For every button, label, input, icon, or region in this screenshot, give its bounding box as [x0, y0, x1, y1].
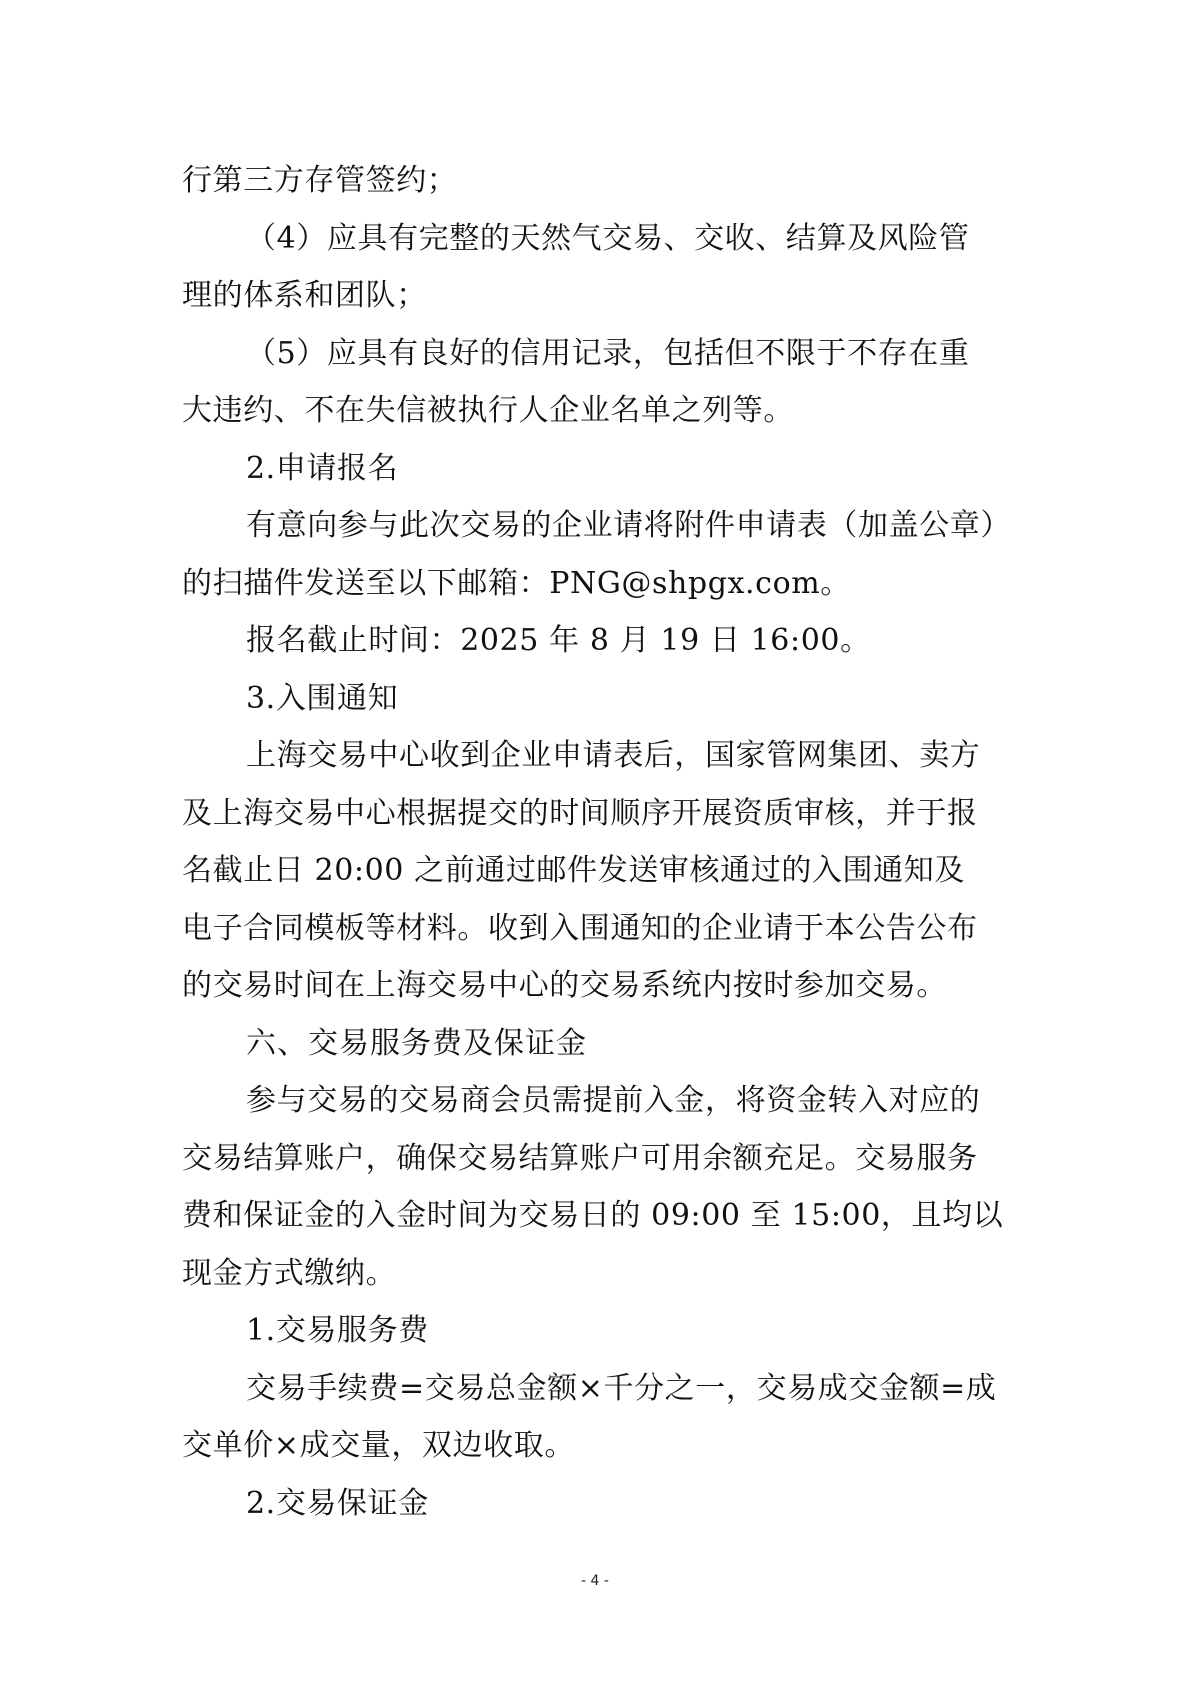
text-line-12: 及上海交易中心根据提交的时间顺序开展资质审核，并于报 — [182, 795, 978, 831]
subheading-application: 2.申请报名 — [246, 450, 399, 486]
text-line-13: 名截止日 20:00 之前通过邮件发送审核通过的入围通知及 — [182, 853, 965, 888]
email-line: 的扫描件发送至以下邮箱：PNG@shpgx.com。 — [182, 565, 851, 601]
text-line-19: 费和保证金的入金时间为交易日的 09:00 至 15:00，且均以 — [182, 1198, 1004, 1233]
text-line-1: 行第三方存管签约； — [182, 163, 458, 198]
text-line-4: （5）应具有良好的信用记录，包括但不限于不存在重 — [246, 335, 970, 371]
text-line-23: 交单价×成交量，双边收取。 — [182, 1428, 575, 1463]
text-line-2: （4）应具有完整的天然气交易、交收、结算及风险管 — [246, 220, 970, 256]
text-line-11: 上海交易中心收到企业申请表后，国家管网集团、卖方 — [246, 738, 981, 773]
section-heading-fees: 六、交易服务费及保证金 — [246, 1025, 587, 1061]
document-body — [182, 152, 1011, 1532]
text-line-5: 大违约、不在失信被执行人企业名单之列等。 — [182, 393, 794, 428]
text-line-20: 现金方式缴纳。 — [182, 1255, 397, 1291]
deadline-line: 报名截止时间：2025 年 8 月 19 日 16:00。 — [246, 623, 871, 658]
page-number: - 4 - — [581, 1573, 609, 1589]
text-line-15: 的交易时间在上海交易中心的交易系统内按时参加交易。 — [182, 968, 947, 1003]
subheading-shortlist-notice: 3.入围通知 — [246, 680, 399, 716]
text-line-3: 理的体系和团队； — [182, 278, 427, 313]
text-line-7: 有意向参与此次交易的企业请将附件申请表（加盖公章） — [246, 508, 1011, 543]
text-line-22: 交易手续费=交易总金额×千分之一，交易成交金额=成 — [246, 1370, 997, 1406]
text-line-18: 交易结算账户，确保交易结算账户可用余额充足。交易服务 — [182, 1140, 978, 1176]
text-line-17: 参与交易的交易商会员需提前入金，将资金转入对应的 — [246, 1083, 981, 1118]
subheading-service-fee: 1.交易服务费 — [246, 1313, 429, 1348]
subheading-margin: 2.交易保证金 — [246, 1485, 429, 1521]
text-line-14: 电子合同模板等材料。收到入围通知的企业请于本公告公布 — [182, 910, 978, 946]
